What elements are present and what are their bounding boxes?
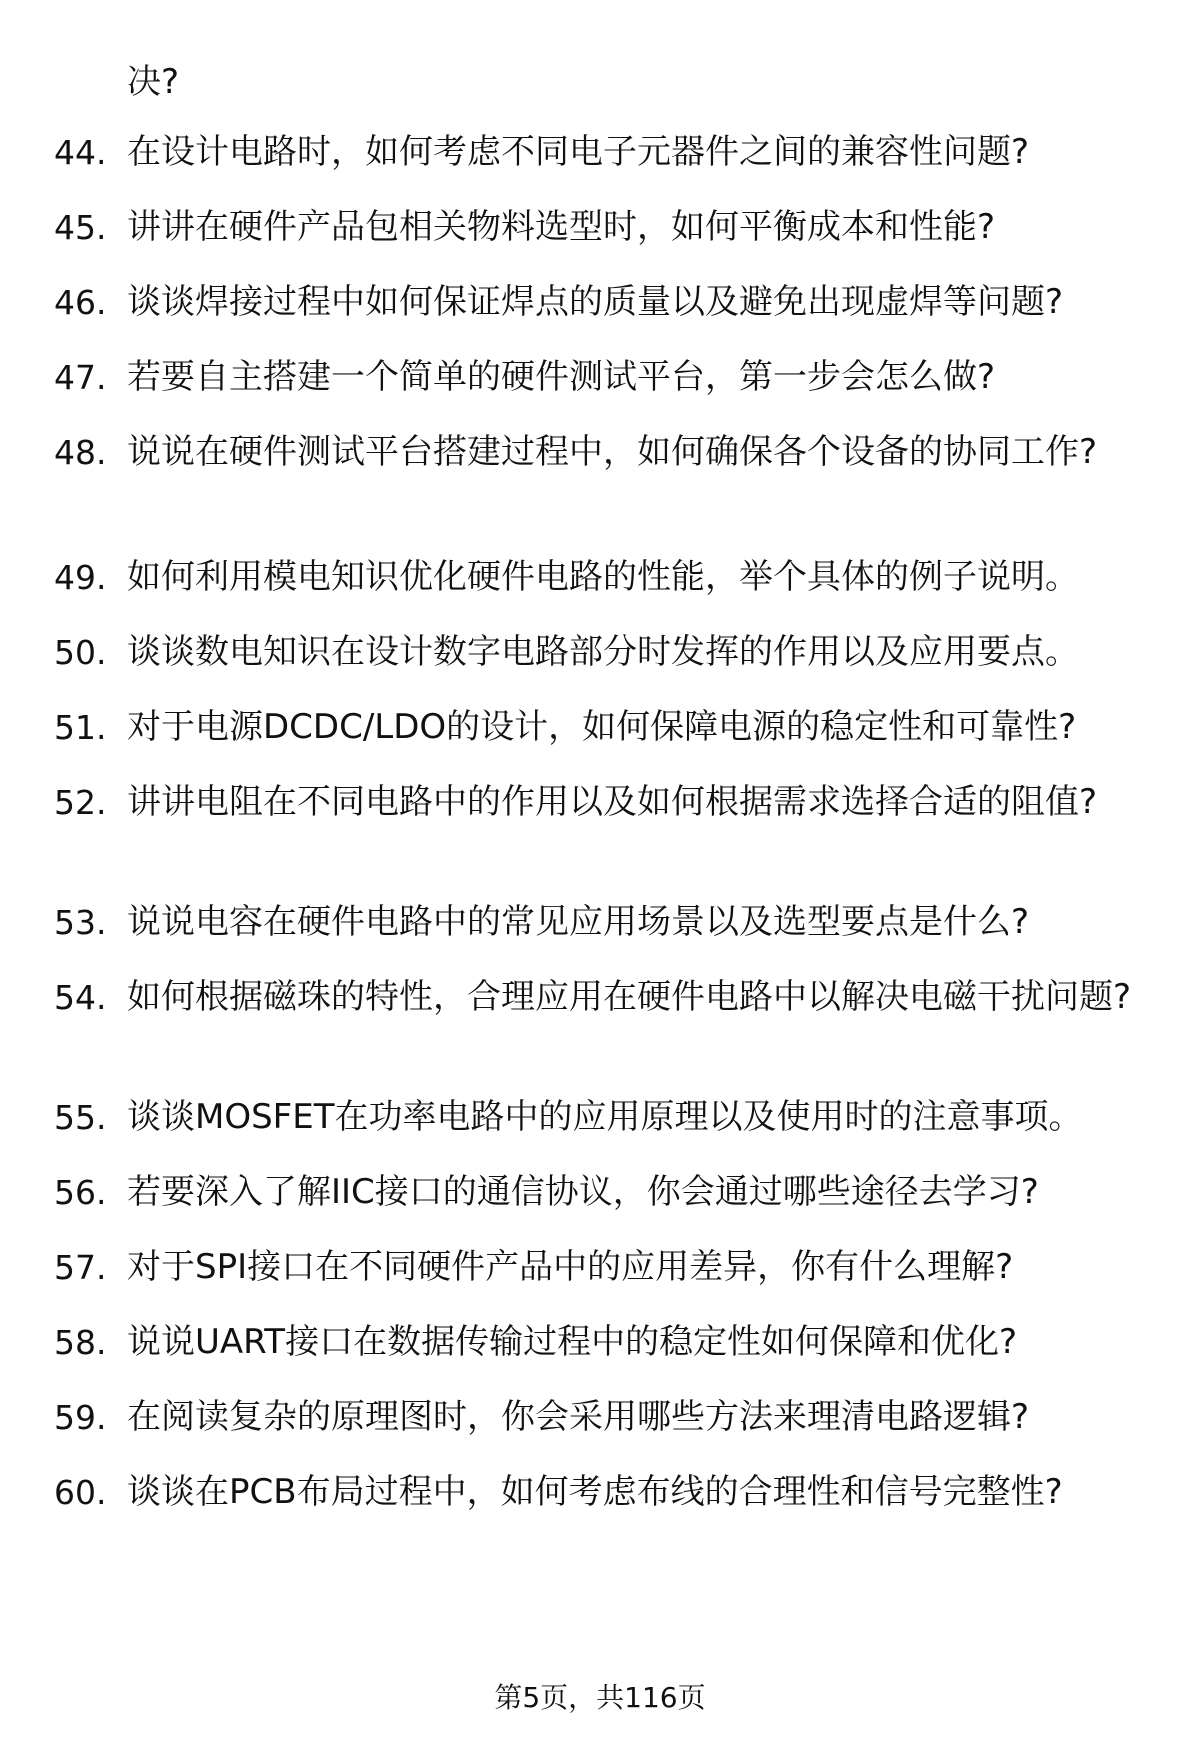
- question-text: 对于电源DCDC/LDO的设计，如何保障电源的稳定性和可靠性?: [127, 707, 1077, 747]
- question-number: 54.: [54, 978, 107, 1017]
- question-number: 45.: [54, 208, 107, 247]
- question-text: 如何利用模电知识优化硬件电路的性能，举个具体的例子说明。: [127, 557, 1079, 597]
- question-text: 在阅读复杂的原理图时，你会采用哪些方法来理清电路逻辑?: [127, 1397, 1030, 1437]
- question-number: 48.: [54, 433, 107, 472]
- question-number: 50.: [54, 633, 107, 672]
- question-number: 56.: [54, 1173, 107, 1212]
- question-text: 说说电容在硬件电路中的常见应用场景以及选型要点是什么?: [127, 902, 1030, 942]
- question-number: 60.: [54, 1473, 107, 1512]
- question-text: 说说在硬件测试平台搭建过程中，如何确保各个设备的协同工作?: [127, 432, 1098, 472]
- question-number: 57.: [54, 1248, 107, 1287]
- question-number: 51.: [54, 708, 107, 747]
- question-text: 谈谈在PCB布局过程中，如何考虑布线的合理性和信号完整性?: [127, 1472, 1063, 1512]
- question-text: 讲讲在硬件产品包相关物料选型时，如何平衡成本和性能?: [127, 207, 996, 247]
- question-number: 55.: [54, 1098, 107, 1137]
- question-text: 讲讲电阻在不同电路中的作用以及如何根据需求选择合适的阻值?: [127, 782, 1098, 822]
- question-number: 44.: [54, 133, 107, 172]
- question-text: 谈谈焊接过程中如何保证焊点的质量以及避免出现虚焊等问题?: [127, 282, 1064, 322]
- question-text: 如何根据磁珠的特性，合理应用在硬件电路中以解决电磁干扰问题?: [127, 977, 1132, 1017]
- question-text: 若要深入了解IIC接口的通信协议，你会通过哪些途径去学习?: [127, 1172, 1039, 1212]
- question-number: 59.: [54, 1398, 107, 1437]
- question-text: 说说UART接口在数据传输过程中的稳定性如何保障和优化?: [127, 1322, 1018, 1362]
- question-number: 46.: [54, 283, 107, 322]
- page-footer: 第5页，共116页: [494, 1681, 706, 1714]
- question-number: 53.: [54, 903, 107, 942]
- question-text: 谈谈MOSFET在功率电路中的应用原理以及使用时的注意事项。: [127, 1097, 1083, 1137]
- continued-question-text: 决?: [127, 62, 180, 102]
- question-number: 52.: [54, 783, 107, 822]
- question-text: 在设计电路时，如何考虑不同电子元器件之间的兼容性问题?: [127, 132, 1030, 172]
- question-text: 对于SPI接口在不同硬件产品中的应用差异，你有什么理解?: [127, 1247, 1014, 1287]
- question-text: 谈谈数电知识在设计数字电路部分时发挥的作用以及应用要点。: [127, 632, 1079, 672]
- question-number: 47.: [54, 358, 107, 397]
- question-text: 若要自主搭建一个简单的硬件测试平台，第一步会怎么做?: [127, 357, 996, 397]
- question-number: 58.: [54, 1323, 107, 1362]
- question-number: 49.: [54, 558, 107, 597]
